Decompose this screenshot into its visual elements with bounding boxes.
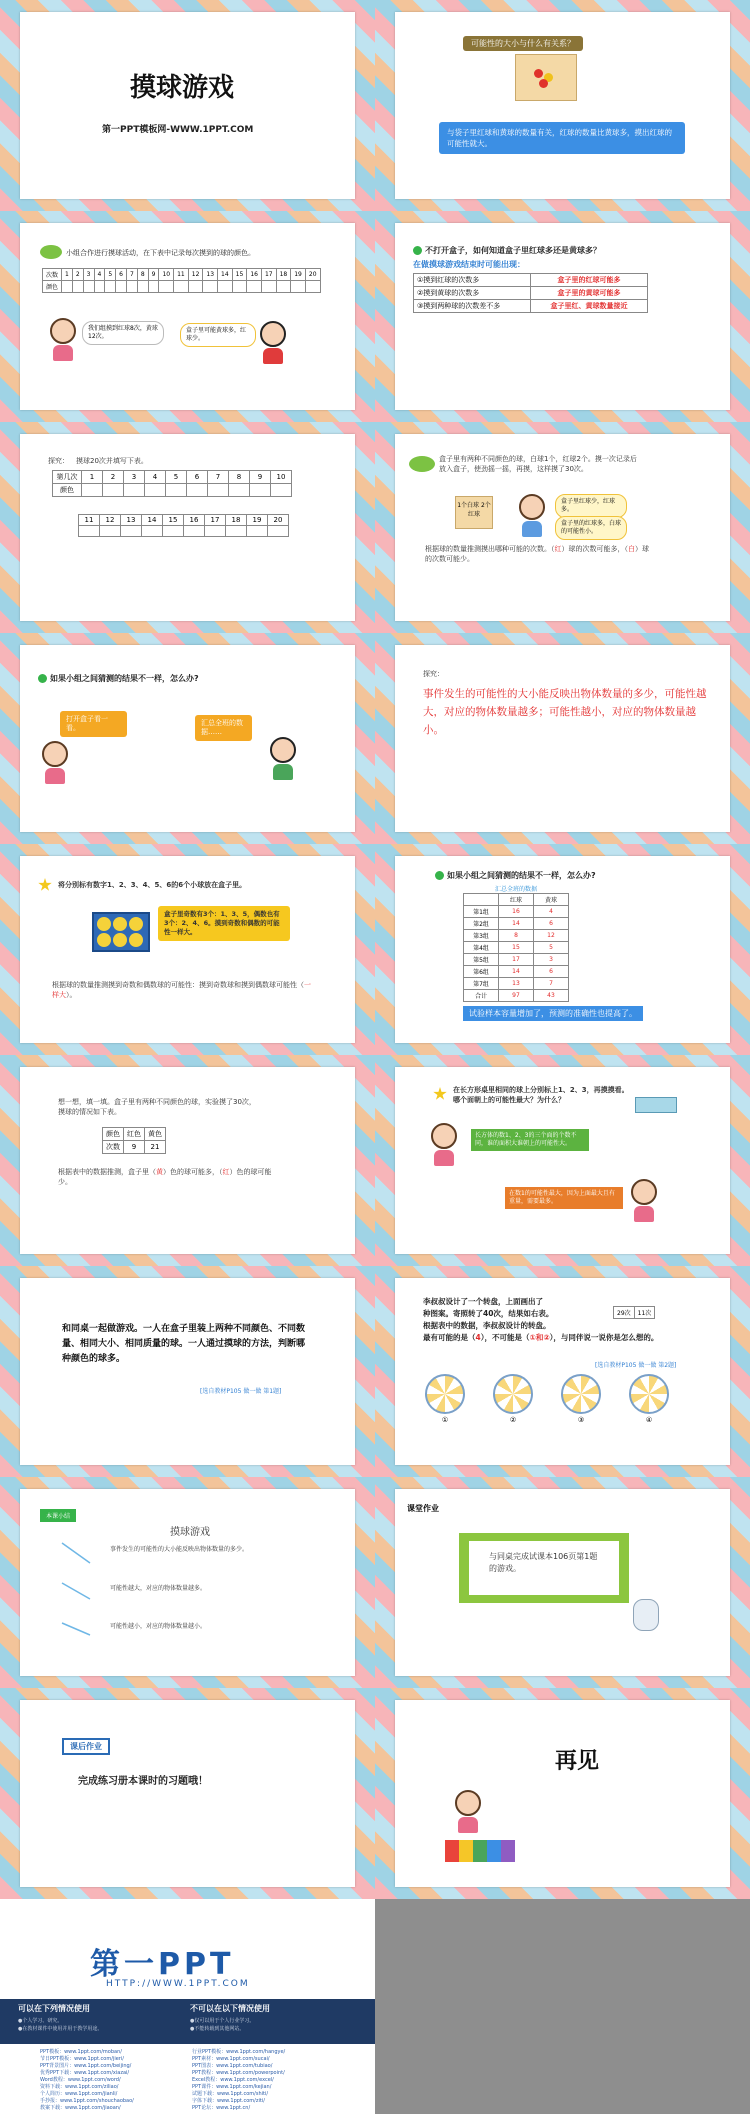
table-cell: 11 (79, 515, 100, 526)
table-cell (187, 484, 208, 497)
table-cell: 21 (145, 1141, 166, 1154)
homework-text: 与同桌完成试课本106页第1题的游戏。 (489, 1552, 598, 1573)
table-cell: 20 (305, 269, 320, 281)
spinner-icon (493, 1374, 533, 1414)
table-cell: 3 (83, 269, 94, 281)
table-cell (174, 281, 189, 293)
footer-link[interactable]: 手抄报：www.1ppt.com/shouchaobao/ (40, 2098, 134, 2104)
cannot-use-list (190, 2017, 254, 2033)
text-fragment: 根据表中的数据，李叔叔设计的转盘。 (423, 1321, 551, 1330)
table-cell: 6 (116, 269, 127, 281)
slide-subtitle: 第一PPT模板网-WWW.1PPT.COM (102, 125, 254, 135)
sub-heading: 在做摸球游戏结束时可能出现： (413, 260, 525, 269)
spinner-icon (629, 1374, 669, 1414)
row-header: 次数 (43, 269, 62, 281)
slide-10[interactable] (375, 844, 750, 1055)
spinner-icon (425, 1374, 465, 1414)
table-cell: 12 (100, 515, 121, 526)
table-cell: 6 (187, 471, 208, 484)
table-cell: 盒子里的黄球可能多 (531, 287, 648, 300)
spinner-icon (561, 1374, 601, 1414)
source-note: [选自教材P105 做一做 第2题] (595, 1362, 677, 1369)
table-cell (184, 526, 205, 537)
table-cell (163, 526, 184, 537)
table-cell: 第4组 (464, 942, 499, 954)
question-text: 想一想，填一填。盒子里有两种不同颜色的球，实验摸了30次，摸球的情况如下表。 (58, 1098, 256, 1116)
slide-13[interactable] (0, 1266, 375, 1477)
text-fragment: ）色的球可能多，（ (163, 1168, 223, 1176)
homework-title: 课堂作业 (407, 1504, 439, 1513)
row-header: 颜色 (43, 281, 62, 293)
table-cell (247, 526, 268, 537)
row-header: 第几次 (53, 471, 82, 484)
table-cell (83, 281, 94, 293)
table-cell: 6 (534, 966, 569, 978)
table-cell: 2 (72, 269, 83, 281)
table-cell (188, 281, 203, 293)
summary-item: 事件发生的可能性的大小能反映出物体数量的多少。 (110, 1546, 249, 1553)
table-cell: 15 (232, 269, 247, 281)
table-cell: 2 (103, 471, 124, 484)
table-cell (226, 526, 247, 537)
summary-item: 可能性越大，对应的物体数量越多。 (110, 1585, 207, 1592)
footer-link[interactable]: 个人简历：www.1ppt.com/jianli/ (40, 2091, 118, 2097)
table-cell (148, 281, 159, 293)
table-cell: 第2组 (464, 918, 499, 930)
summary-item: 可能性越小，对应的物体数量越小。 (110, 1623, 207, 1630)
table-cell: 5 (105, 269, 116, 281)
table-cell (291, 281, 306, 293)
speech-bubble: 在数1的可能性最大，因为上面最大且有重量，需要最多。 (505, 1187, 623, 1209)
boy-avatar (260, 321, 286, 361)
table-cell (116, 281, 127, 293)
table-cell: 红色 (124, 1128, 145, 1141)
table-cell: 5 (166, 471, 187, 484)
record-table-1 (52, 470, 292, 497)
slide-8[interactable] (375, 633, 750, 844)
table-cell: 8 (137, 269, 148, 281)
table-cell: 3 (124, 471, 145, 484)
table-cell: 43 (534, 990, 569, 1002)
answer-fill: ①和② (529, 1333, 550, 1342)
answer-box: 打开盒子看一看。 (60, 711, 127, 737)
data-table (102, 1127, 166, 1154)
list-item: ●不能转载到其他网站。 (190, 2026, 245, 2032)
table-cell: 10 (271, 471, 292, 484)
table-cell: 9 (250, 471, 271, 484)
table-cell: 黄色 (145, 1128, 166, 1141)
spinner-option[interactable] (425, 1374, 465, 1424)
can-use-list (18, 2017, 102, 2033)
ball-box-icon (92, 912, 150, 952)
slide-9[interactable] (0, 844, 375, 1055)
box-icon (515, 54, 577, 101)
explore-label: 探究： (48, 457, 69, 465)
table-header: 黄球 (534, 894, 569, 906)
cuboid-icon (635, 1097, 677, 1113)
spinner-options (425, 1374, 705, 1434)
table-cell: 20 (268, 515, 289, 526)
list-item: ●在教材课件中使用并用于教学用途。 (18, 2026, 103, 2032)
footer-link[interactable]: 节日PPT模板：www.1ppt.com/jieri/ (40, 2056, 124, 2062)
slide-17[interactable] (0, 1688, 375, 1899)
table-cell (100, 526, 121, 537)
table-cell: 盒子里红、黄球数量接近 (531, 300, 648, 313)
speech-bubble: 长方体的数1、2、3的三个面的个数不同，谁的面积大谁朝上的可能性大。 (471, 1129, 589, 1151)
table-cell: 合计 (464, 990, 499, 1002)
table-cell: 4 (145, 471, 166, 484)
table-cell (79, 526, 100, 537)
table-cell (142, 526, 163, 537)
table-cell (126, 281, 137, 293)
table-cell: 5 (534, 942, 569, 954)
answer-fill: 白 (628, 545, 635, 553)
links-right (192, 2049, 285, 2112)
slide-4[interactable] (375, 211, 750, 422)
text-fragment: 根据球的数量推测摸出哪种可能的次数。（ (425, 545, 555, 553)
footer-panel (0, 1899, 375, 2114)
footer-link[interactable]: PPT背景图片：www.1ppt.com/beijing/ (40, 2063, 132, 2069)
table-cell (247, 281, 262, 293)
table-cell (94, 281, 105, 293)
footer-link[interactable]: PPT课件：www.1ppt.com/kejian/ (192, 2084, 272, 2090)
slide-2[interactable] (375, 0, 750, 211)
can-use-title: 可以在下列情况使用 (18, 2004, 90, 2013)
table-cell: 7 (208, 471, 229, 484)
table-cell: 14 (499, 966, 534, 978)
question-banner: 可能性的大小与什么有关系？ (463, 36, 583, 51)
usage-bar (0, 1999, 375, 2044)
table-cell: 17 (205, 515, 226, 526)
footer-link[interactable]: PPT论坛：www.1ppt.cn/ (192, 2105, 251, 2111)
conclusion-text (425, 544, 655, 564)
table-cell: 13 (121, 515, 142, 526)
answer-fill: 红 (554, 545, 562, 553)
table-cell: 15 (499, 942, 534, 954)
brand-url[interactable]: HTTP://WWW.1PPT.COM (106, 1979, 250, 1989)
table-cell (145, 484, 166, 497)
source-note: [选自教材P105 做一做 第1题] (200, 1388, 282, 1395)
footer-link[interactable]: 试题下载：www.1ppt.com/shiti/ (192, 2091, 269, 2097)
table-cell: 12 (188, 269, 203, 281)
girl-avatar (519, 494, 545, 534)
footer-link[interactable]: PPT图表：www.1ppt.com/tubiao/ (192, 2063, 273, 2069)
table-cell: 16 (499, 906, 534, 918)
question-text (413, 245, 601, 257)
footer-link[interactable]: Excel教程：www.1ppt.com/excel/ (192, 2077, 274, 2083)
text-fragment: ）。 (66, 991, 77, 999)
speech-bubble: 我们组摸到红球8次，黄球12次。 (82, 321, 164, 345)
slide-16[interactable] (375, 1477, 750, 1688)
answer-fill: 一样大 (52, 981, 311, 999)
cannot-use-title: 不可以在以下情况使用 (190, 2004, 270, 2013)
table-cell: ②摸到黄球的次数多 (414, 287, 531, 300)
question-text: 在长方形桌里相同的球上分别标上1、2、3，再摸摸看。哪个面朝上的可能性最大？为什么？ (453, 1086, 629, 1104)
spinner-label: ③ (577, 1416, 585, 1424)
table-cell: 17 (261, 269, 276, 281)
brand-logo: 第一PPT (90, 1947, 235, 1982)
table-header (464, 894, 499, 906)
table-cell: 13 (203, 269, 218, 281)
table-cell: 9 (148, 269, 159, 281)
spinner-option[interactable] (493, 1374, 533, 1424)
intro-text: 小组合作进行摸球活动，在下表中记录每次摸到的球的颜色。 (66, 249, 255, 257)
table-cell (250, 484, 271, 497)
boy-avatar (270, 737, 296, 777)
slide-18[interactable] (375, 1688, 750, 1899)
footer-link[interactable]: PPT教程：www.1ppt.com/powerpoint/ (192, 2070, 285, 2076)
table-cell (159, 281, 174, 293)
table-cell (103, 484, 124, 497)
table-cell (271, 484, 292, 497)
bullet-icon (435, 871, 444, 880)
table-cell: 11次 (634, 1307, 655, 1319)
question-text (38, 673, 199, 685)
question-label: 如果小组之间猜测的结果不一样，怎么办? (447, 871, 596, 880)
table-cell: 16 (247, 269, 262, 281)
question-label: 不打开盒子，如何知道盒子里红球多还是黄球多？ (425, 246, 601, 255)
intro-text: 将分别标有数字1、2、3、4、5、6的6个小球放在盒子里。 (58, 881, 247, 889)
table-cell: 盒子里的红球可能多 (531, 274, 648, 287)
slide-14[interactable] (375, 1266, 750, 1477)
table-cell: 4 (94, 269, 105, 281)
footer-link[interactable]: PPT素材：www.1ppt.com/sucai/ (192, 2056, 270, 2062)
table-cell: 4 (534, 906, 569, 918)
text-fragment: 种图案。寄照转了40次，结果如右表。 (423, 1309, 554, 1318)
record-table (42, 268, 321, 293)
table-cell: 18 (276, 269, 291, 281)
star-icon (433, 1087, 447, 1101)
conclusion-text (52, 980, 312, 1000)
table-cell (305, 281, 320, 293)
slide-11[interactable] (0, 1055, 375, 1266)
activity-text: 和同桌一起做游戏。一人在盒子里装上两种不同颜色、不同数量、相同大小、相同质量的球。一人通过摸球的方法，判断哪种颜色的球多。 (62, 1324, 306, 1364)
speech-bubble: 盒子里红球少，红球多。 (555, 494, 627, 518)
conclusion-text (58, 1167, 278, 1187)
outcome-table (413, 273, 648, 313)
table-cell (276, 281, 291, 293)
table-cell: 16 (184, 515, 205, 526)
list-item: ●仅可以用于个人行业学习。 (190, 2018, 255, 2024)
table-header: 红球 (499, 894, 534, 906)
slide-5[interactable] (0, 422, 375, 633)
goodbye-text: 再见 (555, 1748, 600, 1774)
slide-title: 摸球游戏 (130, 73, 235, 103)
table-cell: 第6组 (464, 966, 499, 978)
table-cell (62, 281, 73, 293)
conclusion-text: 事件发生的可能性的大小能反映出物体数量的多少，可能性越大，对应的物体数量越多；可能性越小，对应的物体数量越小。 (423, 688, 707, 736)
footer-link[interactable]: 教案下载：www.1ppt.com/jiaoan/ (40, 2105, 121, 2111)
girl-avatar (50, 318, 76, 358)
star-icon (38, 878, 52, 892)
table-cell: 第5组 (464, 954, 499, 966)
table-cell: ①摸到红球的次数多 (414, 274, 531, 287)
question-text (435, 870, 596, 882)
table-cell: 12 (534, 930, 569, 942)
conclusion-bar: 试验样本容量增加了，预测的准确性也提高了。 (463, 1006, 643, 1021)
text-fragment: ），不可能是（ (480, 1333, 530, 1342)
table-cell: 14 (218, 269, 233, 281)
answer-fill: 4 (475, 1333, 481, 1342)
table-cell: 1 (82, 471, 103, 484)
table-cell: 8 (499, 930, 534, 942)
footer-link[interactable]: 行业PPT模板：www.1ppt.com/hangye/ (192, 2049, 286, 2055)
record-table-2 (78, 514, 289, 537)
answer-box: 与袋子里红球和黄球的数量有关，红球的数量比黄球多，摸出红球的可能性就大。 (439, 122, 685, 154)
girl-avatar (431, 1123, 457, 1163)
question-text (423, 1296, 703, 1344)
table-cell: 13 (499, 978, 534, 990)
table-cell (137, 281, 148, 293)
summary-table (463, 893, 569, 1002)
explore-label: 探究： (423, 670, 444, 678)
text-fragment: 李叔叔设计了一个转盘，上面画出了 (423, 1297, 543, 1306)
links-left (40, 2049, 134, 2112)
spinner-label: ② (509, 1416, 517, 1424)
footer-link[interactable]: 优秀PPT下载：www.1ppt.com/xiazai/ (40, 2070, 130, 2076)
girl-avatar (455, 1790, 481, 1830)
connector-lines (60, 1539, 100, 1649)
slide-6[interactable] (375, 422, 750, 633)
slide-card (20, 12, 355, 199)
books-icon (445, 1840, 515, 1862)
footer-link[interactable]: 资料下载：www.1ppt.com/ziliao/ (40, 2084, 119, 2090)
table-cell (124, 484, 145, 497)
table-cell: 第1组 (464, 906, 499, 918)
girl-avatar-2 (631, 1179, 657, 1219)
slide-12[interactable] (375, 1055, 750, 1266)
bullet-icon (413, 246, 422, 255)
speech-bubble: 盒子里可能黄球多，红球少。 (180, 323, 256, 347)
table-cell (218, 281, 233, 293)
text-fragment: 最有可能的是（ (423, 1333, 476, 1342)
text-fragment: ）球的次数可能多，（ (561, 545, 628, 553)
footer-link[interactable]: 字体下载：www.1ppt.com/ziti/ (192, 2098, 265, 2104)
table-cell: 第7组 (464, 978, 499, 990)
homework-text: 完成练习册本课时的习题哦！ (78, 1776, 208, 1787)
footer-link[interactable]: Word教程：www.1ppt.com/word/ (40, 2077, 121, 2083)
table-cell (229, 484, 250, 497)
table-cell (232, 281, 247, 293)
question-label: 如果小组之间猜测的结果不一样，怎么办? (50, 674, 199, 683)
answer-fill: 黄 (156, 1168, 163, 1176)
table-cell (166, 484, 187, 497)
row-header: 颜色 (53, 484, 82, 497)
spinner-option[interactable] (561, 1374, 601, 1424)
table-cell (203, 281, 218, 293)
table-cell (105, 281, 116, 293)
homework-board (459, 1533, 629, 1603)
table-cell: 8 (229, 471, 250, 484)
footer-link[interactable]: PPT模板：www.1ppt.com/moban/ (40, 2049, 122, 2055)
slide-7[interactable] (0, 633, 375, 844)
table-cell (82, 484, 103, 497)
table-caption: 汇总全班的数据 (495, 886, 538, 893)
table-cell: ③摸到两种球的次数差不多 (414, 300, 531, 313)
bullet-icon (38, 674, 47, 683)
spinner-label: ① (441, 1416, 449, 1424)
answer-fill: 红 (222, 1168, 230, 1176)
slide-3[interactable] (0, 211, 375, 422)
table-cell: 15 (163, 515, 184, 526)
table-cell: 3 (534, 954, 569, 966)
text-fragment: ）色的球可能少。 (58, 1168, 272, 1186)
table-cell: 18 (226, 515, 247, 526)
robot-icon (633, 1599, 659, 1631)
result-table (613, 1306, 655, 1319)
homework-tag: 课后作业 (62, 1738, 110, 1755)
table-cell: 10 (159, 269, 174, 281)
text-fragment: 根据表中的数据推测，盒子里（ (58, 1168, 156, 1176)
answer-box: 汇总全班的数据…… (195, 715, 252, 741)
table-cell (208, 484, 229, 497)
summary-title: 摸球游戏 (170, 1527, 210, 1538)
table-cell (261, 281, 276, 293)
spinner-option[interactable] (629, 1374, 669, 1424)
speech-bubble: 盒子里的红球多，白球的可能性小。 (555, 516, 627, 540)
text-fragment: ），与同伴说一说你是怎么想的。 (549, 1333, 659, 1342)
leaf-icon (40, 245, 62, 259)
table-cell: 11 (174, 269, 189, 281)
table-cell: 19 (247, 515, 268, 526)
table-cell: 19 (291, 269, 306, 281)
girl-avatar (42, 741, 68, 781)
table-cell: 7 (126, 269, 137, 281)
slide-1[interactable] (0, 0, 375, 211)
list-item: ●个人学习、研究。 (18, 2018, 63, 2024)
table-cell: 6 (534, 918, 569, 930)
table-cell (121, 526, 142, 537)
empty-area (375, 1899, 750, 2114)
table-cell: 7 (534, 978, 569, 990)
leaf-icon (409, 456, 435, 472)
table-cell (268, 526, 289, 537)
explain-box: 盒子里奇数有3个：1、3、5，偶数也有3个：2、4、6。摸到奇数和偶数的可能性一样大。 (158, 906, 290, 941)
intro-text: 盒子里有两种不同颜色的球，白球1个，红球2个。摸一次记录后放入盒子，使劲摇一摇，再摸，这样摸了30次。 (439, 455, 637, 473)
table-cell (205, 526, 226, 537)
table-cell: 14 (499, 918, 534, 930)
table-cell: 次数 (103, 1141, 124, 1154)
table-cell: 14 (142, 515, 163, 526)
summary-tag: 本课小结 (40, 1509, 76, 1522)
table-cell: 97 (499, 990, 534, 1002)
table-cell (72, 281, 83, 293)
table-cell: 颜色 (103, 1128, 124, 1141)
table-cell: 1 (62, 269, 73, 281)
table-cell: 第3组 (464, 930, 499, 942)
text-fragment: ）球的次数可能少。 (425, 545, 649, 563)
table-cell: 9 (124, 1141, 145, 1154)
box-label: 1个白球 2个红球 (455, 496, 493, 529)
explore-text: 摸球20次并填写下表。 (76, 457, 148, 465)
spinner-label: ④ (645, 1416, 653, 1424)
slide-15[interactable] (0, 1477, 375, 1688)
table-cell: 17 (499, 954, 534, 966)
table-cell: 29次 (614, 1307, 635, 1319)
text-fragment: 根据球的数量推测摸到奇数和偶数球的可能性：摸到奇数球和摸到偶数球可能性（ (52, 981, 304, 989)
